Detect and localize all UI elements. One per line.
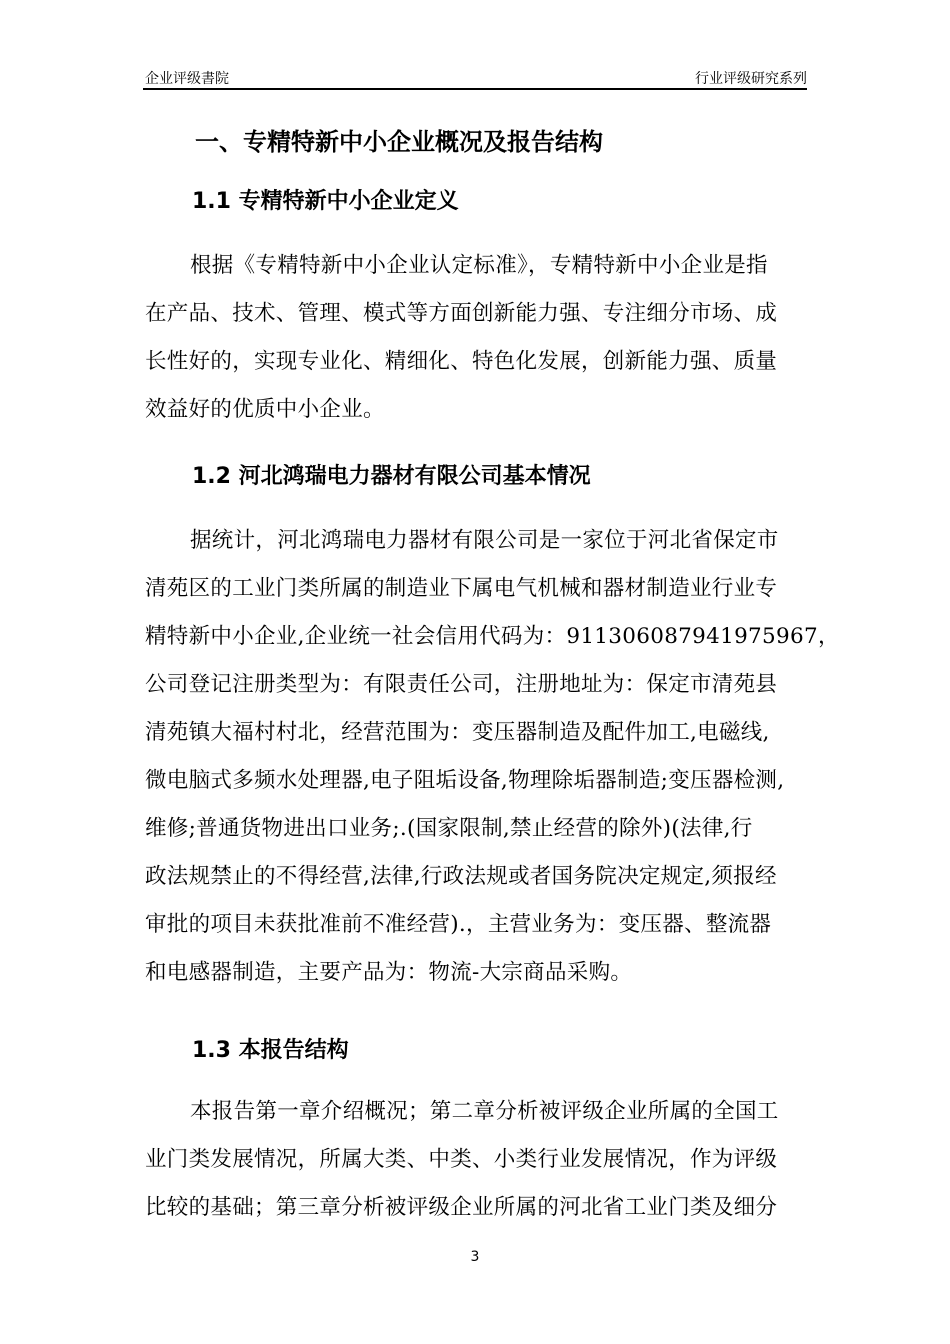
section-heading-1-1: 1.1 专精特新中小企业定义 [192,189,459,214]
paragraph-line: 根据《专精特新中小企业认定标准》，专精特新中小企业是指 [190,253,768,278]
paragraph-line: 微电脑式多频水处理器,电子阻垢设备,物理除垢器制造;变压器检测, [145,768,785,793]
header-rule [143,88,807,90]
paragraph-line: 业门类发展情况，所属大类、中类、小类行业发展情况，作为评级 [145,1147,778,1172]
paragraph-line: 清苑区的工业门类所属的制造业下属电气机械和器材制造业行业专 [145,576,778,601]
paragraph-line: 效益好的优质中小企业。 [145,397,385,422]
paragraph-line: 公司登记注册类型为：有限责任公司，注册地址为：保定市清苑县 [145,672,778,697]
section-heading-1-3: 1.3 本报告结构 [192,1038,349,1063]
paragraph-line: 和电感器制造，主要产品为：物流-大宗商品采购。 [145,960,633,985]
paragraph-line: 本报告第一章介绍概况；第二章分析被评级企业所属的全国工 [190,1099,779,1124]
section-heading-1-2: 1.2 河北鸿瑞电力器材有限公司基本情况 [192,464,591,489]
page-number: 3 [470,1249,480,1265]
chapter-title: 一、专精特新中小企业概况及报告结构 [195,128,603,156]
paragraph-line: 据统计，河北鸿瑞电力器材有限公司是一家位于河北省保定市 [190,528,779,553]
paragraph-line: 政法规禁止的不得经营,法律,行政法规或者国务院决定规定,须报经 [145,864,777,889]
paragraph-line: 精特新中小企业,企业统一社会信用代码为：911306087941975967， [145,624,840,649]
paragraph-line: 比较的基础；第三章分析被评级企业所属的河北省工业门类及细分 [145,1195,778,1220]
header-left: 企业评级書院 [145,71,229,87]
paragraph-line: 长性好的，实现专业化、精细化、特色化发展，创新能力强、质量 [145,349,778,374]
paragraph-line: 清苑镇大福村村北，经营范围为：变压器制造及配件加工,电磁线, [145,720,770,745]
paragraph-line: 审批的项目未获批准前不准经营).，主营业务为：变压器、整流器 [145,912,772,937]
header-right: 行业评级研究系列 [695,71,807,87]
paragraph-line: 维修;普通货物进出口业务;.(国家限制,禁止经营的除外)(法律,行 [145,816,753,841]
paragraph-line: 在产品、技术、管理、模式等方面创新能力强、专注细分市场、成 [145,301,778,326]
